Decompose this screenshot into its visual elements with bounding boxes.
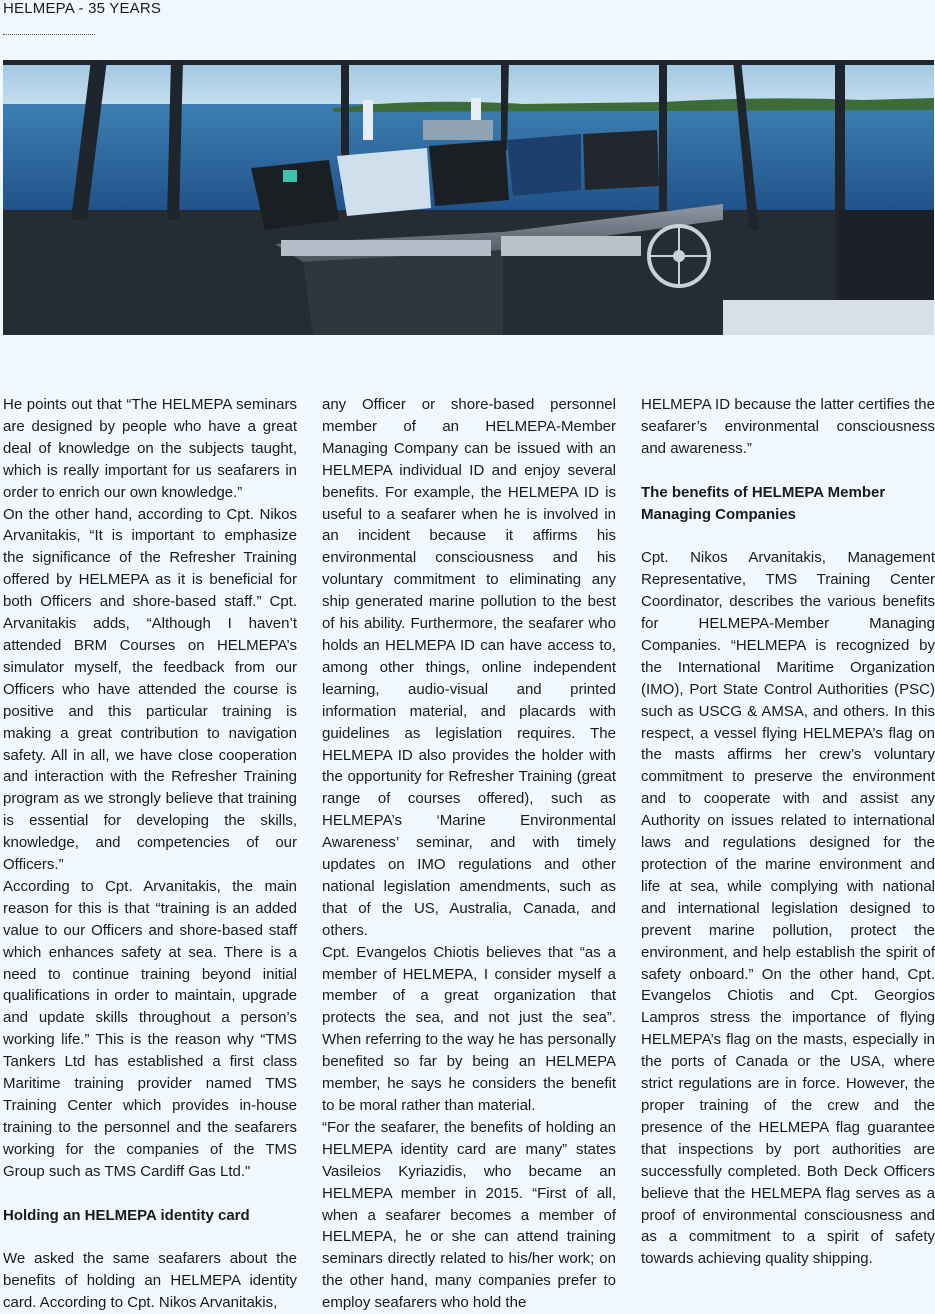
page-header: HELMEPA - 35 YEARS xyxy=(3,0,162,17)
section-heading: Holding an HELMEPA identity card xyxy=(3,1206,250,1224)
paragraph: Cpt. Nikos Arvanitakis, Management Representative, TMS Training Center Coordinator, describes the various benefits for HELMEPA-Member Managing Companies. “HELMEPA is recognized by the International Maritime Organization (IMO), Port State Control Authorities (PSC) such as USCG & AMSA, and others. In this respect, a vessel flying HELMEPA’s flag on the masts affirms her crew’s voluntary commitment to preserve the environment and to cooperate with and assist any Authority on issues related to international laws and regulations designed for the protection of the marine environment and life at sea, while complying with national and international legislation designed to prevent marine pollution, protect the environment, and help establish the spirit of safety onboard.” On the other hand, Cpt. Evangelos Chiotis and Cpt. Georgios Lampros stress the importance of flying HELMEPA’s flag on the masts, especially in the ports of Canada or the USA, where strict regulations are in force. However, the proper training of the crew and the presence of the HELMEPA flag guarantee that inspections by port authorities are successfully completed. Both Deck Officers believe that the HELMEPA flag serves as a proof of environmental consciousness and as a commitment to a spirit of safety towards achieving quality shipping. xyxy=(641,549,935,1268)
paragraph: On the other hand, according to Cpt. Nikos Arvanitakis, “It is important to emphasize the significance of the Refresher Training offered by HELMEPA as it is beneficial for both Officers and shore-based staff.” Cpt. Arvanitakis adds, “Although I haven’t attended BRM Courses on HELMEPA’s simulator myself, the feedback from our Officers who have attended the course is positive and this particular training is making a great contribution to navigation safety. All in all, we have close cooperation and interaction with the Refresher Training program as we strongly believe that training is essential for developing the skills, knowledge, and competencies of our Officers.” xyxy=(3,505,297,874)
section-heading: The benefits of HELMEPA Member Managing Companies xyxy=(641,483,886,523)
ship-bridge-simulator-photo xyxy=(3,60,934,335)
paragraph: HELMEPA ID because the latter certifies the seafarer’s environmental consciousness and awareness.” xyxy=(641,396,935,457)
header-divider xyxy=(3,34,95,35)
paragraph: Cpt. Evangelos Chiotis believes that “as a member of HELMEPA, I consider myself a member of a great organization that protects the sea, and not just the sea”. When referring to the way he has personally benefited so far by being an HELMEPA member, he says he considers the benefit to be moral rather than material. xyxy=(322,943,616,1114)
paragraph: He points out that “The HELMEPA seminars are designed by people who have a great deal of knowledge on the subjects taught, which is really important for us seafarers in order to enrich our own knowledge.” xyxy=(3,396,297,501)
text-column-2 xyxy=(322,394,616,1314)
paragraph: “For the seafarer, the benefits of holding an HELMEPA identity card are many” states Vasileios Kyriazidis, who became an HELMEPA member in 2015. “First of all, when a seafarer becomes a member of HELMEPA, he or she can attend training seminars directly related to his/her work; on the other hand, many companies prefer to employ seafarers who hold the xyxy=(322,1118,616,1312)
paragraph: According to Cpt. Arvanitakis, the main reason for this is that “training is an added value to our Officers and shore-based staff which enhances safety at sea. There is a need to continue training beyond initial qualifications in order to maintain, upgrade and update skills throughout a person’s working life.” This is the reason why “TMS Tankers Ltd has established a first class Maritime training provider named TMS Training Center which provides in-house training to the personnel and the seafarers working for the companies of the TMS Group such as TMS Cardiff Gas Ltd." xyxy=(3,877,297,1180)
paragraph: We asked the same seafarers about the benefits of holding an HELMEPA identity card. According to Cpt. Nikos Arvanitakis, xyxy=(3,1250,297,1312)
text-column-1 xyxy=(3,394,297,1314)
paragraph: any Officer or shore-based personnel member of an HELMEPA-Member Managing Company can be issued with an HELMEPA individual ID and enjoy several benefits. For example, the HELMEPA ID is useful to a seafarer when he is involved in an incident because it affirms his environmental consciousness and his voluntary commitment to eliminating any ship generated marine pollution to the best of his ability. Furthermore, the seafarer who holds an HELMEPA ID can have access to, among other things, online independent learning, audio-visual and printed information material, and placards with guidelines as legislation requires. The HELMEPA ID also provides the holder with the opportunity for Refresher Training (great range of courses offered), such as HELMEPA’s ‘Marine Environmental Awareness’ seminar, and with timely updates on IMO regulations and other national legislation amendments, such as that of the US, Australia, Canada, and others. xyxy=(322,396,616,939)
text-column-3 xyxy=(641,394,935,1270)
